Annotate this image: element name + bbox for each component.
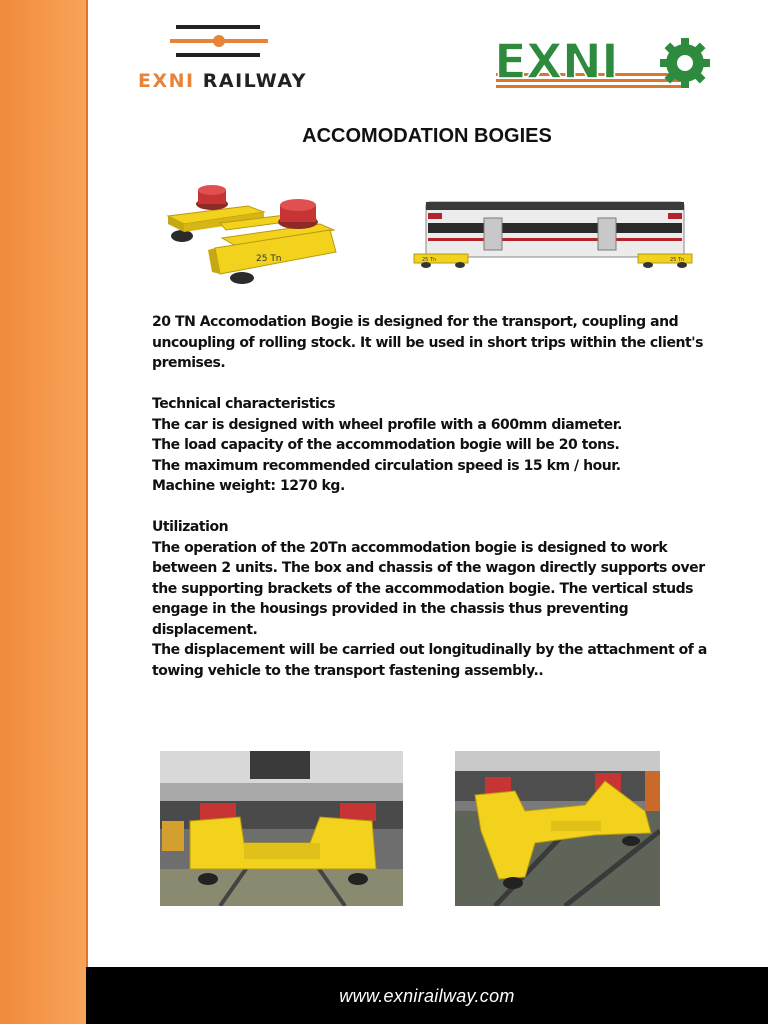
logo-exni-wordmark: EXNI: [494, 34, 618, 90]
orange-sidebar: [0, 0, 88, 1024]
utilization-paragraph-1: The operation of the 20Tn accommodation bogie is designed to work between 2 units. The box and chassis of the wagon directly supports over the supporting brackets of the accommodation bogie. The vertical studs engage in the housings provided in the chassis thus preventing displacement.: [152, 539, 705, 638]
gear-icon: [660, 38, 710, 88]
logo-exni-text: EXNI: [138, 70, 195, 92]
bogie-right-label: 25 Tn: [670, 257, 685, 263]
bogie-left-label: 25 Tn: [422, 257, 437, 263]
bogie-plate-text: 25 Tn: [256, 254, 282, 264]
tech-line: Machine weight: 1270 kg.: [152, 478, 345, 494]
train-on-bogies-photo: [408, 180, 716, 276]
logo-wordmark: [138, 70, 307, 92]
bogie-under-train-photo-right: [455, 751, 660, 906]
tech-heading: Technical characteristics: [152, 396, 336, 412]
intro-paragraph: 20 TN Accomodation Bogie is designed for the transport, coupling and uncoupling of rolling stock. It will be used in short trips within the client's premises.: [152, 314, 704, 371]
exni-railway-logo: [136, 20, 308, 95]
page-title: ACCOMODATION BOGIES: [302, 125, 552, 147]
footer-bar: [86, 967, 768, 1024]
tech-line: The load capacity of the accommodation bogie will be 20 tons.: [152, 437, 620, 453]
utilization-paragraph-2: The displacement will be carried out longitudinally by the attachment of a towing vehicle to the transport fastening assembly..: [152, 642, 707, 679]
website-link[interactable]: www.exnirailway.com: [339, 986, 515, 1006]
exni-gear-logo: [492, 33, 718, 95]
bogie-under-train-photo-left: [160, 751, 403, 906]
rail-line-icon: [136, 20, 301, 68]
bogie-photo: [160, 178, 345, 290]
tech-line: The car is designed with wheel profile with a 600mm diameter.: [152, 416, 623, 433]
logo-railway-text: RAILWAY: [202, 70, 308, 92]
utilization-heading: Utilization: [152, 519, 229, 535]
tech-line: The maximum recommended circulation speed is 15 km / hour.: [152, 457, 621, 474]
description-text: [152, 312, 712, 681]
